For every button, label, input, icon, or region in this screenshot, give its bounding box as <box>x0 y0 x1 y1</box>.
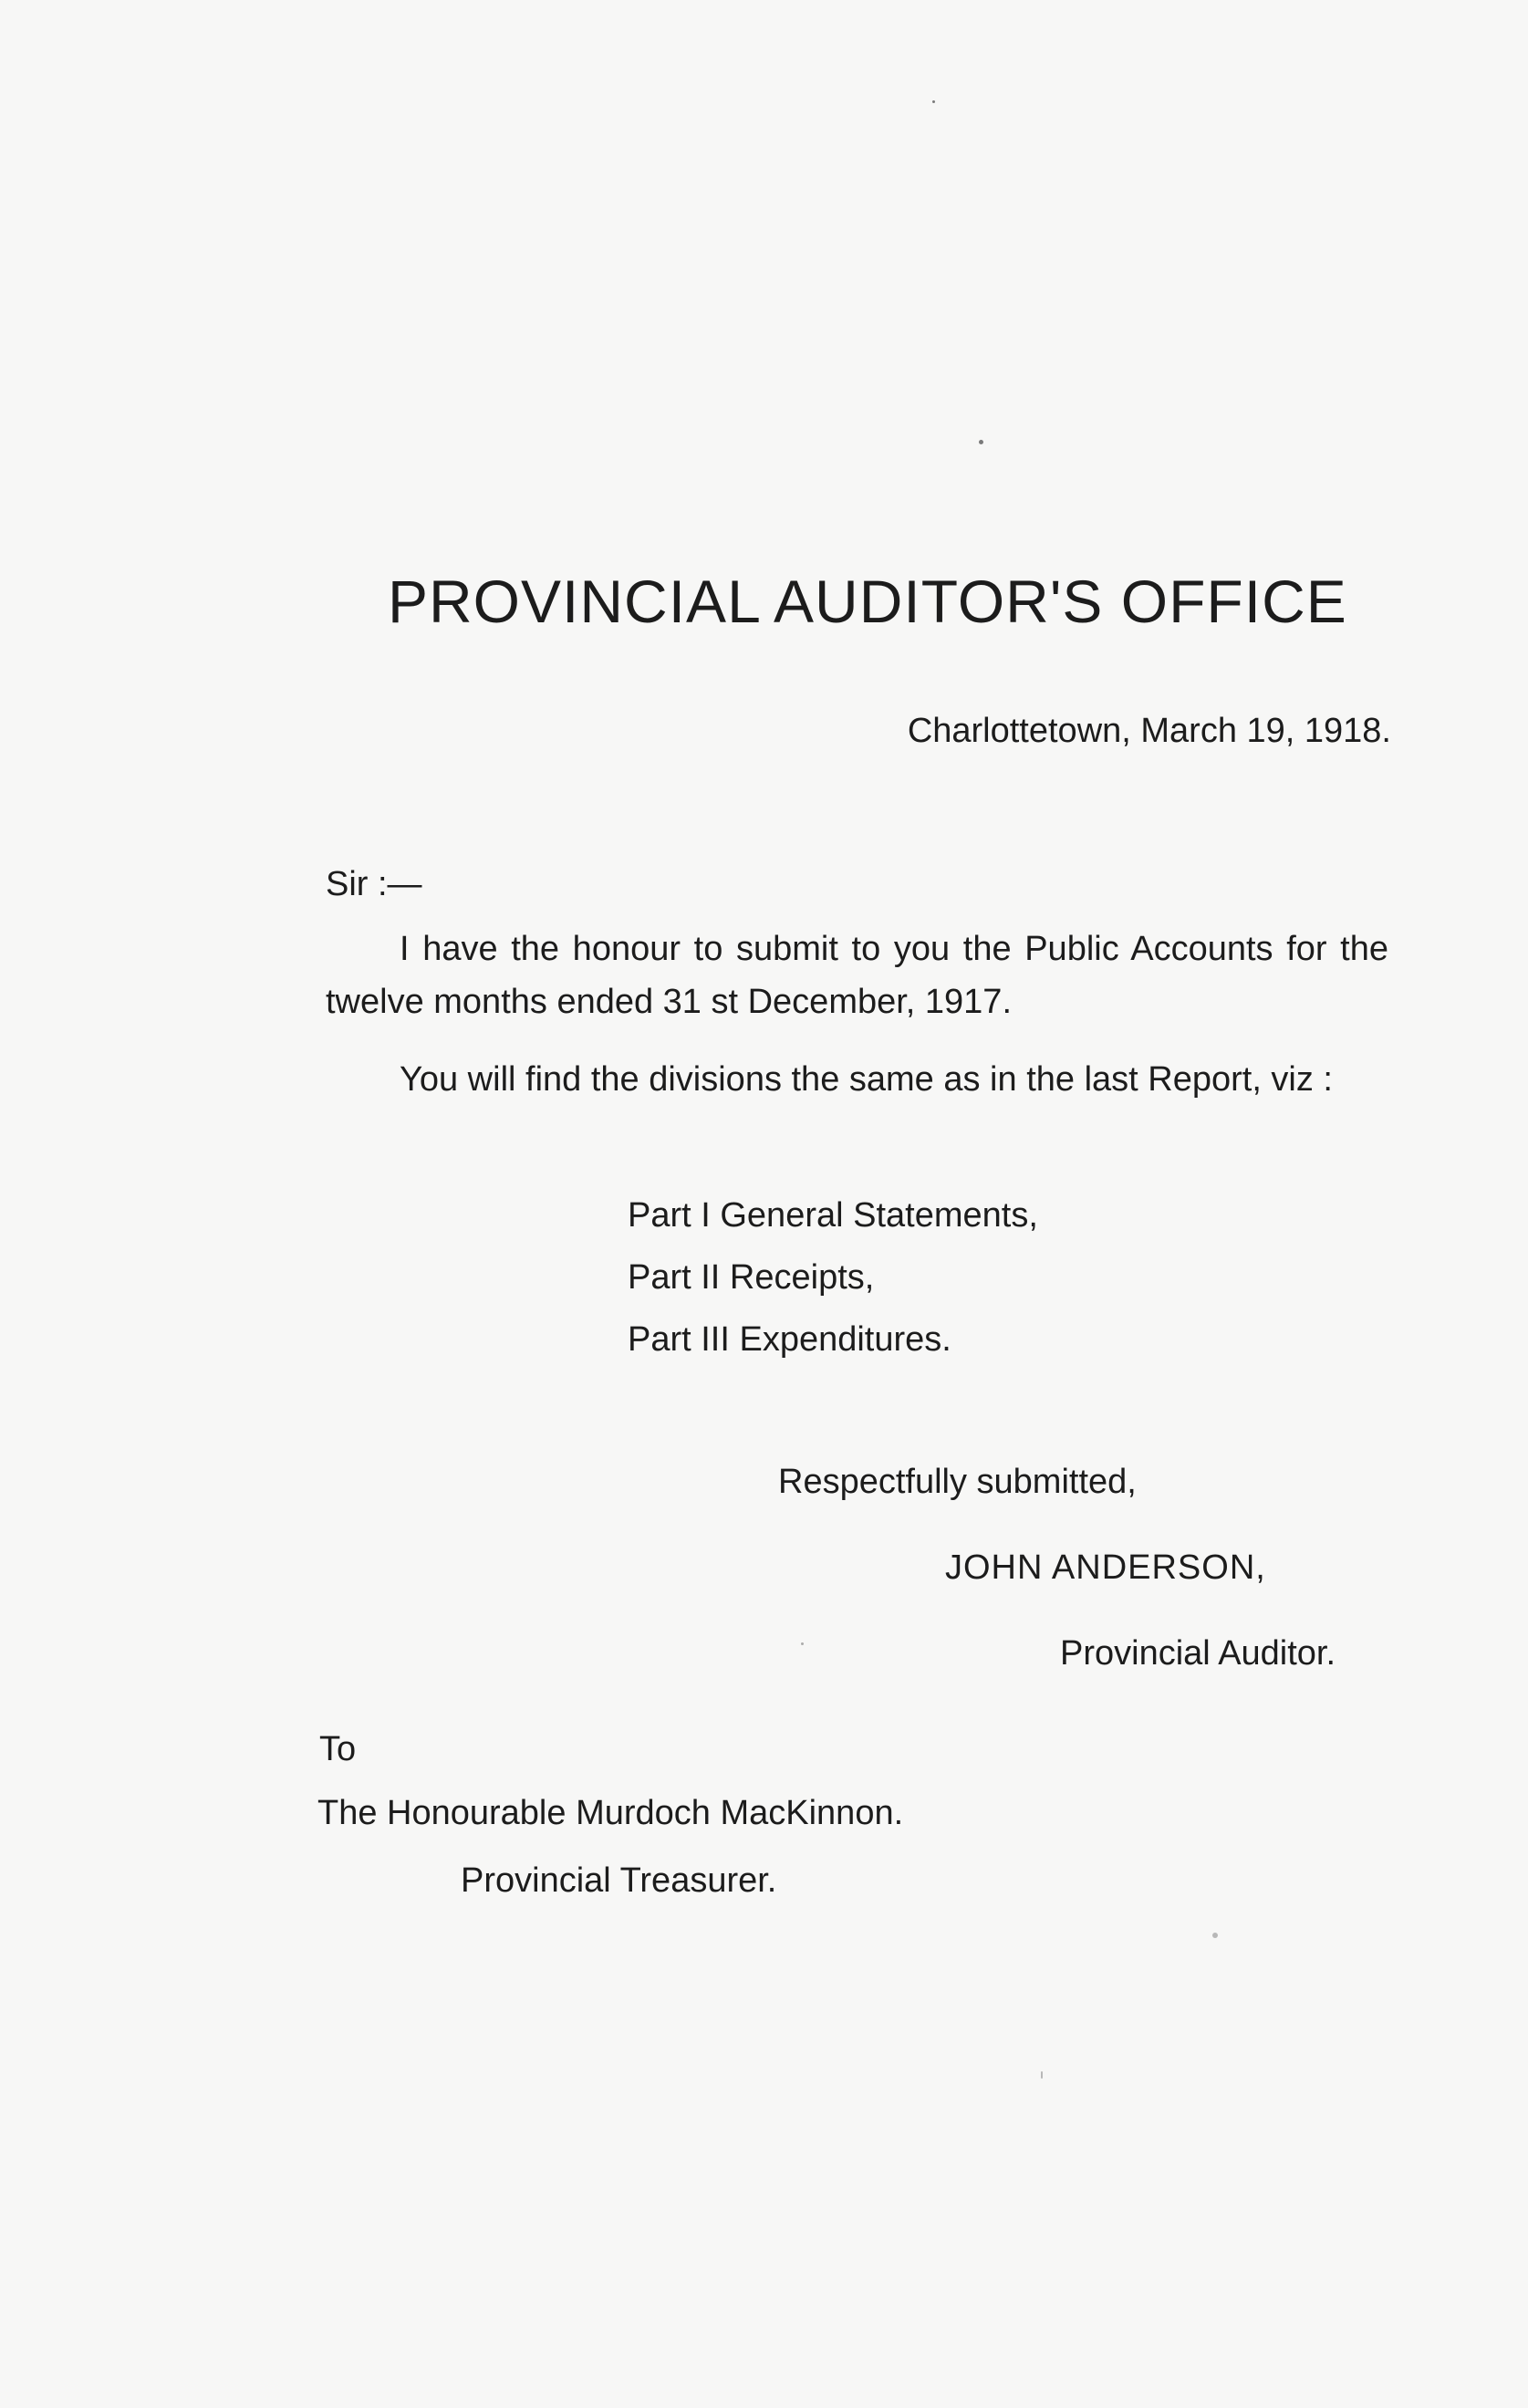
paper-speck <box>1212 1933 1218 1938</box>
paper-speck <box>1041 2071 1043 2079</box>
part-item: Part I General Statements, <box>628 1196 1038 1235</box>
paper-speck <box>932 100 935 103</box>
part-item: Part III Expenditures. <box>628 1320 951 1359</box>
addressee-to: To <box>319 1730 357 1768</box>
addressee-title: Provincial Treasurer. <box>461 1861 777 1900</box>
body-paragraph-2: You will find the divisions the same as in the last Report, viz : <box>400 1060 1333 1099</box>
signer-title: Provincial Auditor. <box>1060 1634 1336 1673</box>
signer-name: JOHN ANDERSON, <box>945 1548 1266 1587</box>
part-item: Part II Receipts, <box>628 1258 875 1297</box>
dateline: Charlottetown, March 19, 1918. <box>907 712 1391 750</box>
paper-speck <box>979 440 983 444</box>
addressee-name: The Honourable Murdoch MacKinnon. <box>317 1794 904 1832</box>
paper-speck <box>801 1642 804 1645</box>
body-paragraph-1: I have the honour to submit to you the Public Accounts for the twelve months ended 31 st December, 1917. <box>326 930 1388 1021</box>
closing: Respectfully submitted, <box>778 1463 1137 1501</box>
report-parts-list <box>628 1184 1038 1371</box>
salutation: Sir :— <box>326 865 422 903</box>
office-heading: PROVINCIAL AUDITOR'S OFFICE <box>388 568 1347 635</box>
